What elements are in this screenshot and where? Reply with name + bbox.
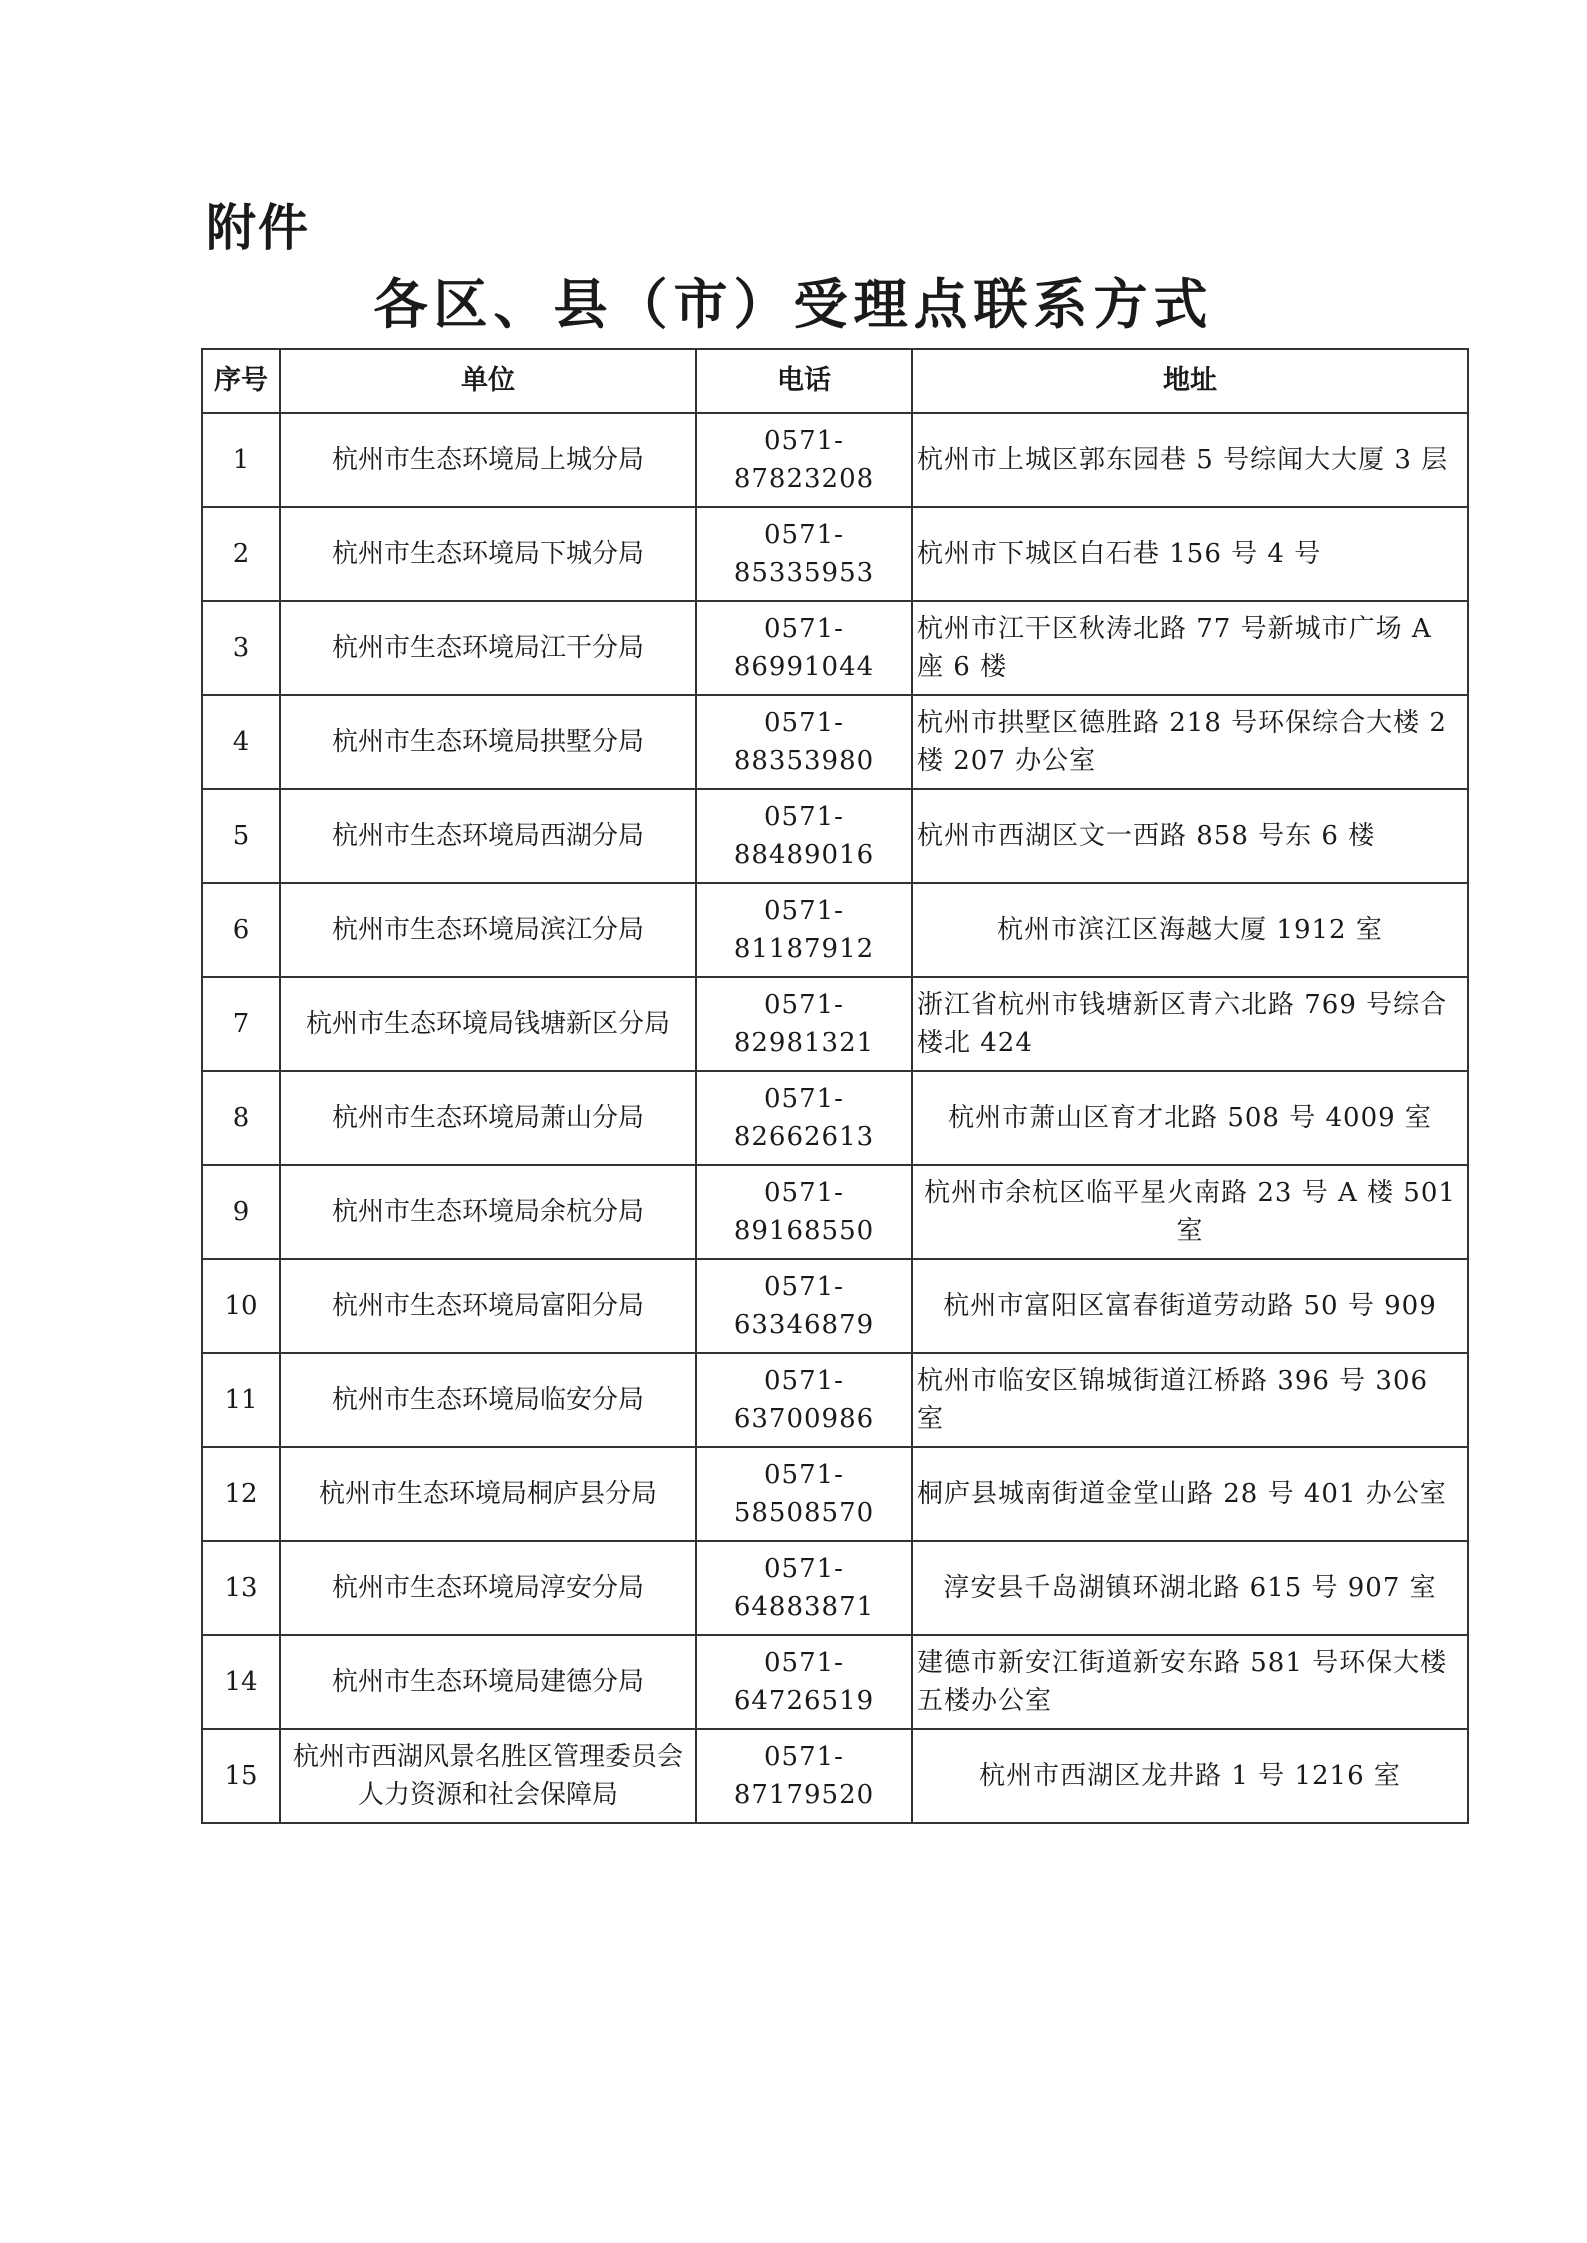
cell-unit: 杭州市生态环境局建德分局 bbox=[280, 1635, 696, 1729]
cell-address: 杭州市余杭区临平星火南路 23 号 A 楼 501 室 bbox=[912, 1165, 1468, 1259]
cell-unit: 杭州市生态环境局西湖分局 bbox=[280, 789, 696, 883]
table-row bbox=[202, 977, 1468, 1071]
cell-unit: 杭州市生态环境局萧山分局 bbox=[280, 1071, 696, 1165]
cell-phone: 0571-64726519 bbox=[696, 1635, 912, 1729]
cell-phone: 0571-88489016 bbox=[696, 789, 912, 883]
cell-address: 杭州市上城区郭东园巷 5 号综闻大大厦 3 层 bbox=[912, 413, 1468, 507]
cell-phone: 0571-86991044 bbox=[696, 601, 912, 695]
cell-unit: 杭州市生态环境局下城分局 bbox=[280, 507, 696, 601]
table-row bbox=[202, 601, 1468, 695]
cell-no: 2 bbox=[202, 507, 280, 601]
cell-no: 8 bbox=[202, 1071, 280, 1165]
cell-unit: 杭州市生态环境局桐庐县分局 bbox=[280, 1447, 696, 1541]
cell-no: 12 bbox=[202, 1447, 280, 1541]
cell-unit: 杭州市生态环境局淳安分局 bbox=[280, 1541, 696, 1635]
cell-address: 杭州市下城区白石巷 156 号 4 号 bbox=[912, 507, 1468, 601]
table-row bbox=[202, 789, 1468, 883]
table-row bbox=[202, 695, 1468, 789]
table-row bbox=[202, 883, 1468, 977]
cell-phone: 0571-58508570 bbox=[696, 1447, 912, 1541]
cell-no: 14 bbox=[202, 1635, 280, 1729]
table-row bbox=[202, 1447, 1468, 1541]
cell-no: 10 bbox=[202, 1259, 280, 1353]
cell-phone: 0571-82981321 bbox=[696, 977, 912, 1071]
cell-unit: 杭州市生态环境局余杭分局 bbox=[280, 1165, 696, 1259]
cell-unit: 杭州市生态环境局富阳分局 bbox=[280, 1259, 696, 1353]
cell-no: 15 bbox=[202, 1729, 280, 1823]
cell-no: 7 bbox=[202, 977, 280, 1071]
table-row bbox=[202, 1071, 1468, 1165]
cell-no: 3 bbox=[202, 601, 280, 695]
header-address: 地址 bbox=[912, 349, 1468, 413]
cell-unit: 杭州市西湖风景名胜区管理委员会人力资源和社会保障局 bbox=[280, 1729, 696, 1823]
cell-unit: 杭州市生态环境局拱墅分局 bbox=[280, 695, 696, 789]
cell-phone: 0571-82662613 bbox=[696, 1071, 912, 1165]
cell-unit: 杭州市生态环境局钱塘新区分局 bbox=[280, 977, 696, 1071]
cell-address: 建德市新安江街道新安东路 581 号环保大楼五楼办公室 bbox=[912, 1635, 1468, 1729]
cell-address: 杭州市拱墅区德胜路 218 号环保综合大楼 2 楼 207 办公室 bbox=[912, 695, 1468, 789]
page-title: 各区、县（市）受理点联系方式 bbox=[373, 273, 1214, 336]
cell-address: 杭州市富阳区富春街道劳动路 50 号 909 bbox=[912, 1259, 1468, 1353]
header-no: 序号 bbox=[202, 349, 280, 413]
cell-unit: 杭州市生态环境局上城分局 bbox=[280, 413, 696, 507]
cell-no: 5 bbox=[202, 789, 280, 883]
cell-phone: 0571-63346879 bbox=[696, 1259, 912, 1353]
table-header-row bbox=[202, 349, 1468, 413]
cell-unit: 杭州市生态环境局临安分局 bbox=[280, 1353, 696, 1447]
table-row bbox=[202, 1635, 1468, 1729]
cell-phone: 0571-63700986 bbox=[696, 1353, 912, 1447]
cell-phone: 0571-89168550 bbox=[696, 1165, 912, 1259]
table-row bbox=[202, 507, 1468, 601]
cell-address: 杭州市临安区锦城街道江桥路 396 号 306 室 bbox=[912, 1353, 1468, 1447]
cell-no: 9 bbox=[202, 1165, 280, 1259]
cell-no: 4 bbox=[202, 695, 280, 789]
cell-no: 1 bbox=[202, 413, 280, 507]
cell-phone: 0571-88353980 bbox=[696, 695, 912, 789]
table-row bbox=[202, 1729, 1468, 1823]
cell-address: 桐庐县城南街道金堂山路 28 号 401 办公室 bbox=[912, 1447, 1468, 1541]
cell-address: 杭州市西湖区龙井路 1 号 1216 室 bbox=[912, 1729, 1468, 1823]
cell-no: 13 bbox=[202, 1541, 280, 1635]
cell-phone: 0571-87823208 bbox=[696, 413, 912, 507]
cell-address: 淳安县千岛湖镇环湖北路 615 号 907 室 bbox=[912, 1541, 1468, 1635]
cell-address: 杭州市滨江区海越大厦 1912 室 bbox=[912, 883, 1468, 977]
table-row bbox=[202, 1259, 1468, 1353]
header-unit: 单位 bbox=[280, 349, 696, 413]
cell-phone: 0571-81187912 bbox=[696, 883, 912, 977]
cell-unit: 杭州市生态环境局滨江分局 bbox=[280, 883, 696, 977]
cell-unit: 杭州市生态环境局江干分局 bbox=[280, 601, 696, 695]
header-phone: 电话 bbox=[696, 349, 912, 413]
cell-address: 杭州市西湖区文一西路 858 号东 6 楼 bbox=[912, 789, 1468, 883]
contacts-table bbox=[201, 348, 1469, 1824]
table-row bbox=[202, 413, 1468, 507]
attachment-label: 附件 bbox=[206, 199, 310, 257]
cell-address: 杭州市萧山区育才北路 508 号 4009 室 bbox=[912, 1071, 1468, 1165]
cell-no: 11 bbox=[202, 1353, 280, 1447]
cell-phone: 0571-85335953 bbox=[696, 507, 912, 601]
cell-phone: 0571-87179520 bbox=[696, 1729, 912, 1823]
cell-address: 浙江省杭州市钱塘新区青六北路 769 号综合楼北 424 bbox=[912, 977, 1468, 1071]
table-row bbox=[202, 1165, 1468, 1259]
table-row bbox=[202, 1353, 1468, 1447]
table-row bbox=[202, 1541, 1468, 1635]
cell-no: 6 bbox=[202, 883, 280, 977]
cell-phone: 0571-64883871 bbox=[696, 1541, 912, 1635]
cell-address: 杭州市江干区秋涛北路 77 号新城市广场 A 座 6 楼 bbox=[912, 601, 1468, 695]
